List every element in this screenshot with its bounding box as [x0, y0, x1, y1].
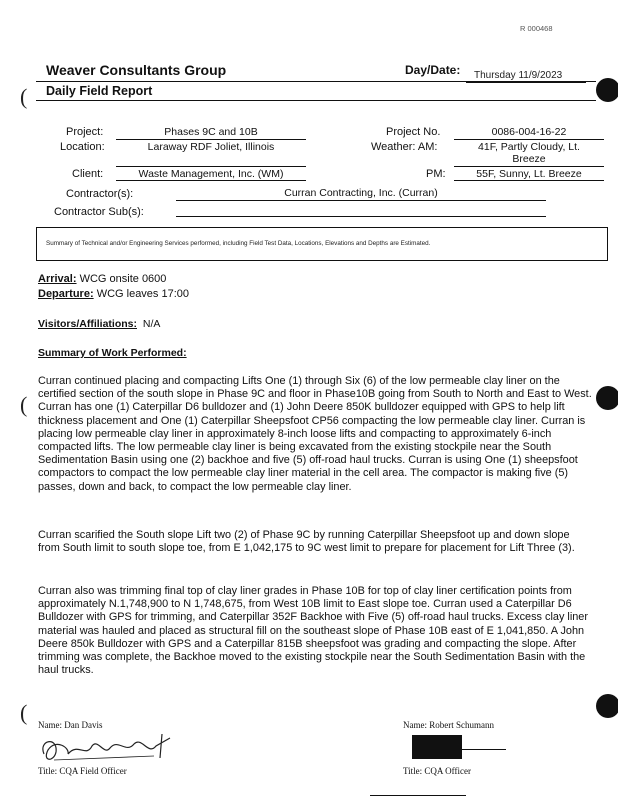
page-reference: R 000468 — [520, 24, 553, 33]
day-date-value: Thursday 11/9/2023 — [474, 70, 563, 81]
redacted-signature — [412, 735, 462, 759]
left-signer-title: Title: CQA Field Officer — [38, 766, 127, 776]
scan-bracket-bottom: ( — [20, 700, 28, 725]
signature-scribble — [34, 728, 184, 768]
header-rule — [36, 81, 596, 82]
title-rule — [36, 100, 596, 101]
right-signer-name: Name: Robert Schumann — [403, 720, 494, 730]
client-value: Waste Management, Inc. (WM) — [138, 168, 284, 180]
departure-label: Departure: — [38, 288, 94, 300]
project-value: Phases 9C and 10B — [164, 126, 258, 138]
contractor-sub-underline — [176, 216, 546, 217]
client-overline — [116, 166, 306, 167]
location-value: Laraway RDF Joliet, Illinois — [147, 141, 275, 153]
client-underline — [116, 180, 306, 181]
departure-text: WCG leaves 17:00 — [96, 288, 190, 300]
pm-underline — [454, 180, 604, 181]
weather-am-label: Weather: AM: — [371, 141, 438, 153]
company-name: Weaver Consultants Group — [46, 62, 227, 78]
contractor-sub-label: Contractor Sub(s): — [54, 206, 144, 218]
day-date-underline — [466, 82, 586, 83]
work-paragraph-1: Curran continued placing and compacting Lifts One (1) through Six (6) of the low permeable clay liner on the certified section of the south slope in Phase 9C and floor in Phase10B going from South to North and East to West. Curran has one (1) Caterpillar D6 bulldozer and (1) John Deere 850K bulldozer equipped with GPS to help lift thickness placement and One (1) Caterpillar Sheepsfoot CP56 compacting the low permeable clay liner. Curran is placing low permeable clay liner in approximately 8-inch loose lifts and compacting to approximately 6-inch compacted lifts. The low permeable clay liner is being excavated from the existing stockpile near the South Sedimentation Basin using one (2) backhoe and five (5) off-road haul trucks. Curran is using One (1) sheepsfoot compactors to compact the low permeable clay liner material in the cell area. The compactor is making five (5) passes, down and back, to compact the low permeable clay liner. — [38, 375, 592, 493]
project-no-underline — [454, 139, 604, 140]
visitors-label: Visitors/Affiliations: — [38, 318, 137, 330]
pm-value: 55F, Sunny, Lt. Breeze — [476, 168, 582, 180]
punch-hole-bottom — [596, 694, 618, 718]
scan-bracket-top: ( — [20, 84, 28, 109]
day-date-label: Day/Date: — [405, 63, 461, 77]
visitors-text: N/A — [142, 318, 161, 330]
work-heading: Summary of Work Performed: — [38, 347, 187, 359]
right-signature-line — [460, 749, 506, 750]
departure-line — [38, 288, 189, 300]
contractor-underline — [176, 200, 546, 201]
scan-bracket-middle: ( — [20, 392, 28, 417]
punch-hole-middle — [596, 386, 618, 410]
work-paragraph-2: Curran scarified the South slope Lift two (2) of Phase 9C by running Caterpillar Sheepsfoot up and down slope from South limit to south slope toe, from E 1,042,175 to 9C west limit to prepare for placement for Lift Three (3). — [38, 529, 575, 555]
project-underline — [116, 139, 306, 140]
arrival-text: WCG onsite 0600 — [79, 273, 167, 285]
summary-box-text: Summary of Technical and/or Engineering Services performed, including Field Test Data, Locations, Elevations and Depths are Estimated. — [46, 240, 431, 247]
arrival-line — [38, 273, 166, 285]
left-signer-name: Name: Dan Davis — [38, 720, 103, 730]
contractor-value: Curran Contracting, Inc. (Curran) — [284, 187, 438, 199]
client-label: Client: — [72, 168, 104, 180]
project-label: Project: — [66, 126, 104, 138]
footer-rule — [370, 795, 466, 796]
report-title: Daily Field Report — [46, 84, 153, 98]
arrival-label: Arrival: — [38, 273, 77, 285]
contractor-label: Contractor(s): — [66, 188, 134, 200]
pm-overline — [454, 166, 604, 167]
work-paragraph-3: Curran also was trimming final top of clay liner grades in Phase 10B for top of clay liner certification points from approximately N.1,748,900 to N 1,748,675, from West 10B limit to East slope toe. Curran used a Caterpillar D6 Bulldozer with GPS for trimming, and Caterpillar 352F Backhoe with Five (5) off-road haul trucks. Excess clay liner material was hauled and placed as structural fill on the southeast slope of Phase 10B east of E 1,041,850. A John Deere 850k Bulldozer with GPS and a Caterpillar 815B sheepsfoot was grading and compacting the slope. After trimming was complete, the Backhoe moved to the existing stockpile near the South Sedimentation Basin with the haul trucks. — [38, 585, 588, 677]
visitors-line — [38, 318, 160, 330]
project-no-label: Project No. — [386, 126, 441, 138]
right-signer-title: Title: CQA Officer — [403, 766, 472, 776]
pm-label: PM: — [426, 168, 446, 180]
punch-hole-top — [596, 78, 618, 102]
location-label: Location: — [60, 141, 105, 153]
project-no-value: 0086-004-16-22 — [491, 126, 567, 138]
weather-am-value: 41F, Partly Cloudy, Lt. Breeze — [478, 141, 580, 165]
